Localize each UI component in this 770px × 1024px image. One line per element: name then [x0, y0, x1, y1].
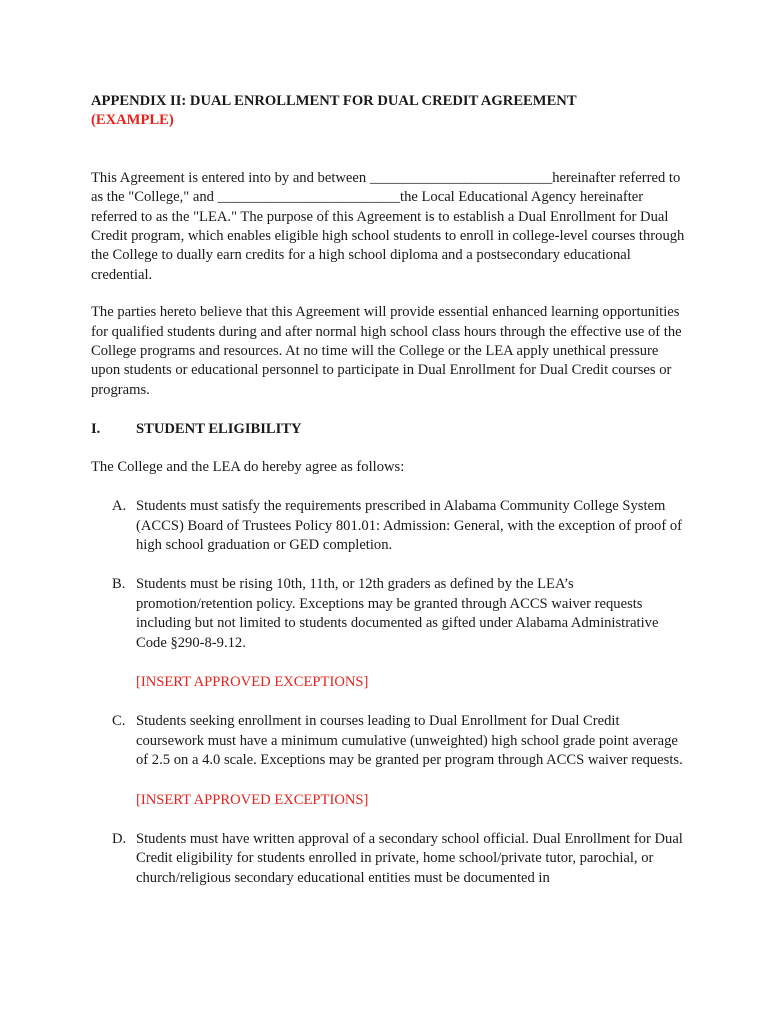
approved-exceptions-placeholder: [INSERT APPROVED EXCEPTIONS]	[136, 673, 369, 690]
agreement-paragraph-2: The parties hereto believe that this Agreement will provide essential enhanced learning opportunities for qualified students during and after normal high school class hours through the effective use of the College programs and resources. At no time will the College or the LEA apply unethical pressure upon students or educational personnel to participate in Dual Enrollment for Dual Credit courses or programs.	[91, 304, 682, 398]
list-item-text: Students must be rising 10th, 11th, or 12th graders as defined by the LEA’s promotion/retention policy. Exceptions may be granted through ACCS waiver requests including but not limited to students documented as gifted under Alabama Administrative Code §290-8-9.12.	[136, 576, 659, 651]
approved-exceptions-placeholder: [INSERT APPROVED EXCEPTIONS]	[136, 791, 369, 808]
section-number: I.	[91, 421, 101, 438]
list-item-text: Students must satisfy the requirements prescribed in Alabama Community College System (ACCS) Board of Trustees Policy 801.01: Admission: General, with the exception of proof of high school graduation or GED completion.	[136, 498, 682, 553]
list-item-letter: C.	[112, 713, 126, 730]
list-item-letter: B.	[112, 576, 126, 593]
section-intro: The College and the LEA do hereby agree as follows:	[91, 458, 405, 475]
list-item-text: Students seeking enrollment in courses leading to Dual Enrollment for Dual Credit coursework must have a minimum cumulative (unweighted) high school grade point average of 2.5 on a 4.0 scale. Exceptions may be granted per program through ACCS waiver requests.	[136, 713, 683, 769]
list-item	[91, 497, 691, 555]
document-title	[91, 92, 691, 131]
document-content	[91, 92, 691, 908]
title-example-label: (EXAMPLE)	[91, 112, 174, 129]
title-text: APPENDIX II: DUAL ENROLLMENT FOR DUAL CREDIT AGREEMENT	[91, 93, 577, 109]
section-title: STUDENT ELIGIBILITY	[136, 421, 302, 438]
eligibility-list	[91, 497, 691, 888]
list-item-letter: A.	[112, 498, 127, 515]
list-item-text: Students must have written approval of a secondary school official. Dual Enrollment for Dual Credit eligibility for students enrolled in private, home school/private tutor, parochial, or church/religious secondary educational entities must be documented in	[136, 830, 683, 886]
list-item	[91, 575, 691, 692]
list-item	[91, 712, 691, 810]
section-heading-student-eligibility	[91, 420, 691, 439]
list-item-letter: D.	[112, 830, 127, 847]
list-item	[91, 830, 691, 888]
agreement-paragraph-1: This Agreement is entered into by and between _________________________hereinafter referred to as the "College," and _________________________the Local Educational Agency hereinafter referred to as the "LEA." The purpose of this Agreement is to establish a Dual Enrollment for Dual Credit program, which enables eligible high school students to enroll in college-level courses through the College to dually earn credits for a high school diploma and a postsecondary educational credential.	[91, 169, 685, 283]
